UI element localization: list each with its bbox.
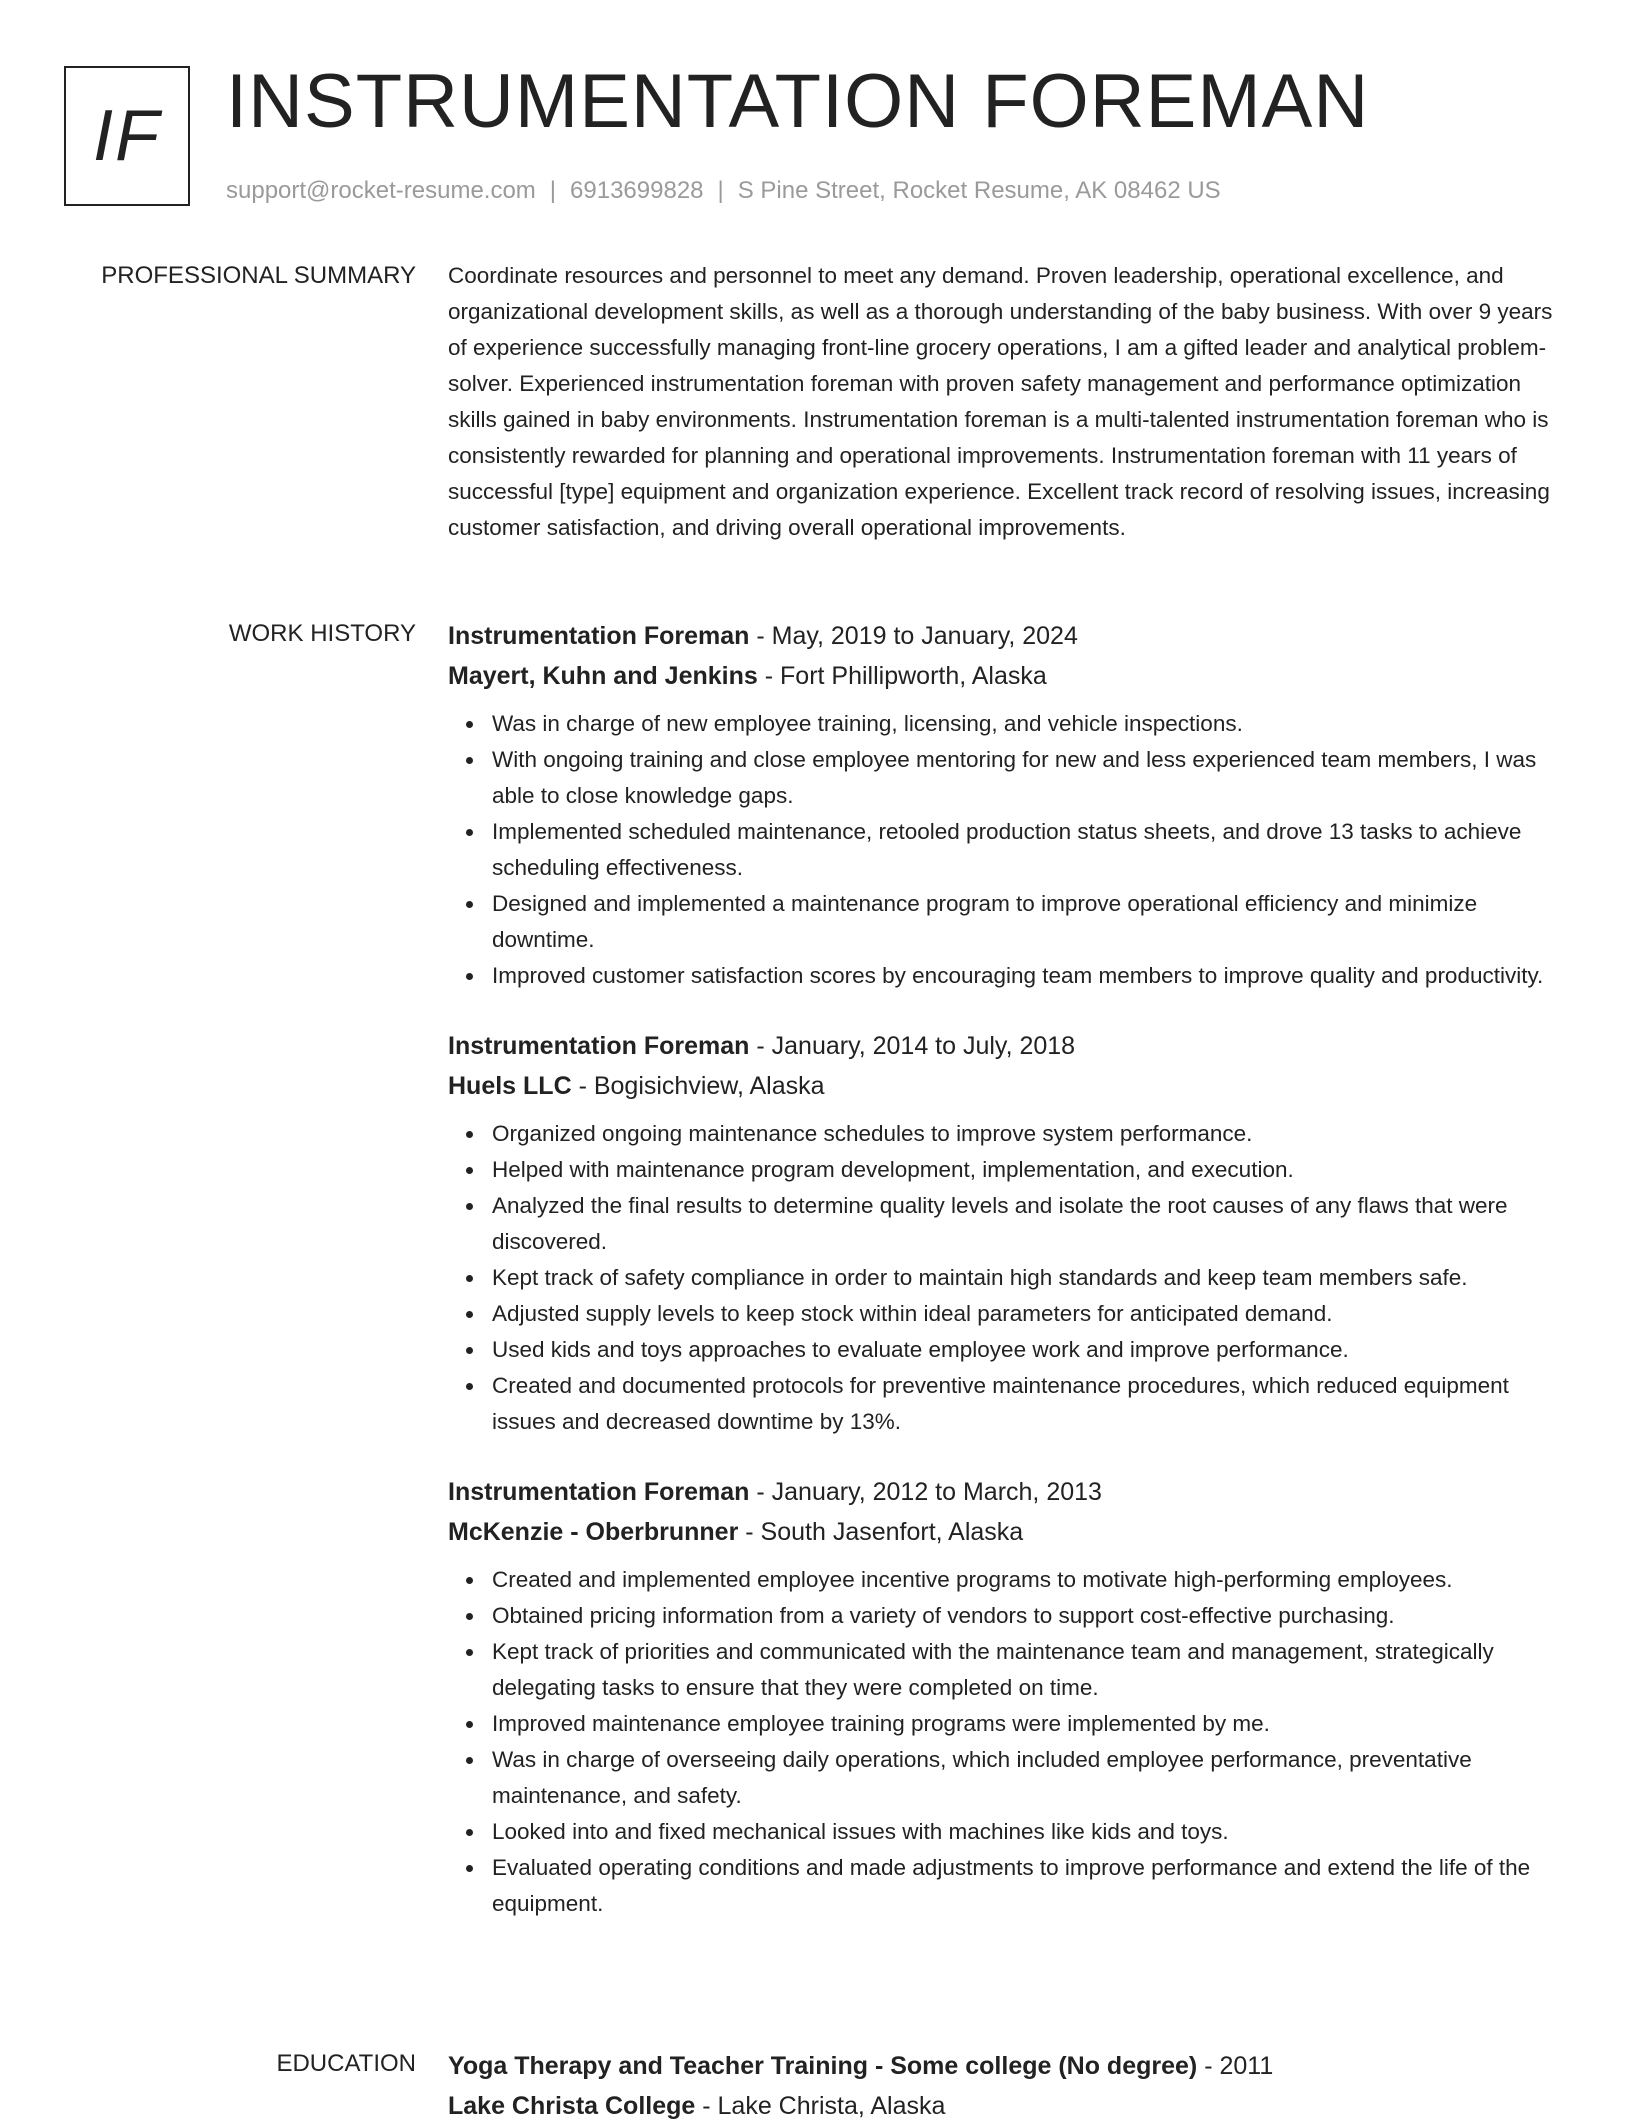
job-dates: - January, 2012 to March, 2013 <box>749 1478 1102 1506</box>
job-company-line <box>448 1066 1564 1106</box>
work-history-body <box>448 616 1564 1954</box>
contact-email[interactable]: support@rocket-resume.com <box>226 177 536 204</box>
job-title: Instrumentation Foreman <box>448 1478 750 1506</box>
job-entry <box>448 616 1564 994</box>
education-body <box>448 2046 1564 2126</box>
job-location: - Fort Phillipworth, Alaska <box>757 662 1047 690</box>
work-history-label: WORK HISTORY <box>228 620 416 647</box>
summary-label: PROFESSIONAL SUMMARY <box>101 262 416 289</box>
job-bullet: With ongoing training and close employee mentoring for new and less experienced team members, I was able to close knowledge gaps. <box>492 742 1564 814</box>
job-company: Mayert, Kuhn and Jenkins <box>448 662 758 690</box>
contact-separator: | <box>549 177 557 204</box>
contact-phone[interactable]: 6913699828 <box>570 177 704 204</box>
summary-text: Coordinate resources and personnel to meet any demand. Proven leadership, operational excellence, and organizational development skills, as well as a thorough understanding of the baby business. With over 9 years of experience successfully managing front-line grocery operations, I am a gifted leader and analytical problem-solver. Experienced instrumentation foreman with proven safety management and performance optimization skills gained in baby environments. Instrumentation foreman is a multi-talented instrumentation foreman who is consistently rewarded for planning and operational improvements. Instrumentation foreman with 11 years of successful [type] equipment and organization experience. Excellent track record of resolving issues, increasing customer satisfaction, and driving overall operational improvements. <box>448 263 1553 540</box>
job-bullets <box>448 706 1564 994</box>
job-company: Huels LLC <box>448 1072 572 1100</box>
job-bullet: Helped with maintenance program development, implementation, and execution. <box>492 1152 1564 1188</box>
job-bullet: Created and documented protocols for preventive maintenance procedures, which reduced equipment issues and decreased downtime by 13%. <box>492 1368 1564 1440</box>
job-entry <box>448 1026 1564 1440</box>
job-title-line <box>448 1026 1564 1066</box>
job-company-line <box>448 656 1564 696</box>
job-company-line <box>448 1512 1564 1552</box>
job-title: Instrumentation Foreman <box>448 1032 750 1060</box>
job-bullet: Designed and implemented a maintenance program to improve operational efficiency and minimize downtime. <box>492 886 1564 958</box>
education-program-line <box>448 2046 1564 2086</box>
job-bullet: Analyzed the final results to determine quality levels and isolate the root causes of any flaws that were discovered. <box>492 1188 1564 1260</box>
summary-body <box>448 258 1564 546</box>
job-dates: - May, 2019 to January, 2024 <box>749 622 1078 650</box>
education-label: EDUCATION <box>276 2050 416 2077</box>
job-bullet: Used kids and toys approaches to evaluate employee work and improve performance. <box>492 1332 1564 1368</box>
job-bullet: Obtained pricing information from a variety of vendors to support cost-effective purchasing. <box>492 1598 1564 1634</box>
job-bullet: Was in charge of overseeing daily operations, which included employee performance, preventative maintenance, and safety. <box>492 1742 1564 1814</box>
job-bullets <box>448 1116 1564 1440</box>
contact-separator: | <box>717 177 724 204</box>
job-bullet: Adjusted supply levels to keep stock within ideal parameters for anticipated demand. <box>492 1296 1564 1332</box>
job-bullet: Implemented scheduled maintenance, retooled production status sheets, and drove 13 tasks to achieve scheduling effectiveness. <box>492 814 1564 886</box>
job-entry <box>448 1472 1564 1922</box>
job-bullet: Kept track of safety compliance in order to maintain high standards and keep team members safe. <box>492 1260 1564 1296</box>
job-bullet: Improved customer satisfaction scores by encouraging team members to improve quality and productivity. <box>492 958 1564 994</box>
job-bullet: Kept track of priorities and communicated with the maintenance team and management, strategically delegating tasks to ensure that they were completed on time. <box>492 1634 1564 1706</box>
job-bullet: Improved maintenance employee training programs were implemented by me. <box>492 1706 1564 1742</box>
job-bullets <box>448 1562 1564 1922</box>
education-school-line <box>448 2086 1564 2126</box>
job-dates: - January, 2014 to July, 2018 <box>749 1032 1076 1060</box>
job-title-line <box>448 1472 1564 1512</box>
job-bullet: Looked into and fixed mechanical issues with machines like kids and toys. <box>492 1814 1564 1850</box>
education-year: - 2011 <box>1197 2052 1274 2080</box>
contact-address: S Pine Street, Rocket Resume, AK 08462 US <box>737 177 1221 204</box>
resume-name: INSTRUMENTATION FOREMAN <box>226 59 1370 144</box>
education-school: Lake Christa College <box>448 2092 696 2120</box>
job-bullet: Organized ongoing maintenance schedules to improve system performance. <box>492 1116 1564 1152</box>
education-location: - Lake Christa, Alaska <box>695 2092 946 2120</box>
job-title: Instrumentation Foreman <box>448 622 750 650</box>
job-title-line <box>448 616 1564 656</box>
job-bullet: Evaluated operating conditions and made adjustments to improve performance and extend the life of the equipment. <box>492 1850 1564 1922</box>
contact-line <box>226 174 1221 208</box>
job-company: McKenzie - Oberbrunner <box>448 1518 739 1546</box>
job-location: - South Jasenfort, Alaska <box>738 1518 1024 1546</box>
job-bullet: Was in charge of new employee training, licensing, and vehicle inspections. <box>492 706 1564 742</box>
education-program: Yoga Therapy and Teacher Training - Some college (No degree) <box>448 2052 1198 2080</box>
monogram-logo: IF <box>64 66 190 206</box>
job-bullet: Created and implemented employee incentive programs to motivate high-performing employees. <box>492 1562 1564 1598</box>
job-location: - Bogisichview, Alaska <box>571 1072 825 1100</box>
